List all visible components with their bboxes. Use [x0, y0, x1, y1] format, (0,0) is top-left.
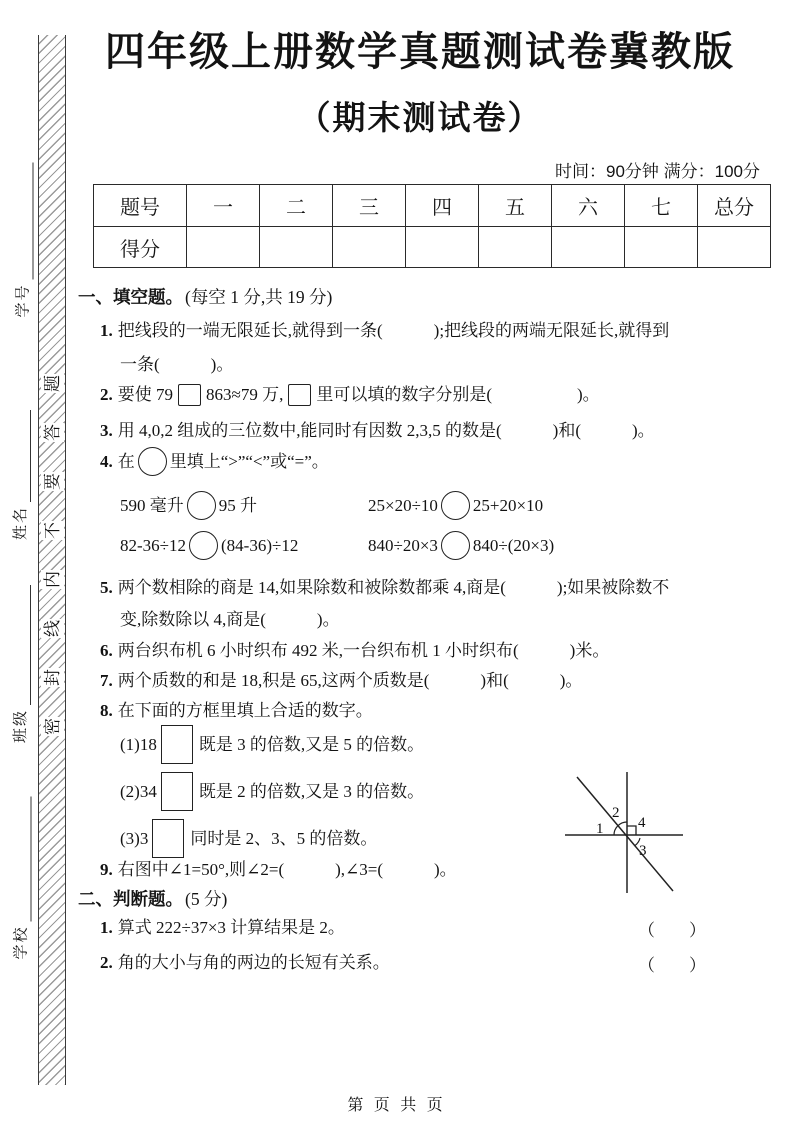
question-8-item-3 [120, 819, 377, 858]
question-text: 右图中∠1=50°,则∠2=( ),∠3=( )。 [117, 860, 457, 879]
tf-question-2 [100, 951, 390, 974]
question-number: 1. [100, 918, 113, 937]
question-text: 里填上“>”“<”或“=”。 [169, 452, 329, 471]
score-table-header-row [94, 185, 771, 227]
question-5-line-2 [120, 608, 340, 631]
section-1-title: 一、填空题。 [78, 287, 183, 307]
digit-box [178, 384, 201, 406]
question-3 [100, 419, 655, 442]
angle-label-1: 1 [596, 821, 604, 837]
question-text: 两台织布机 6 小时织布 492 米,一台织布机 1 小时织布( )米。 [117, 641, 610, 660]
margin-label-class [9, 585, 31, 743]
compare-expression-r2c1 [120, 531, 298, 560]
name-label: 姓名 [13, 505, 29, 540]
question-text: 863≈79 万, [206, 385, 284, 404]
question-text: 两个质数的和是 18,积是 65,这两个质数是( )和( )。 [117, 671, 583, 690]
school-label: 学校 [13, 925, 30, 960]
question-text: 角的大小与角的两边的长短有关系。 [117, 953, 390, 972]
compare-circle [138, 447, 167, 476]
question-2 [100, 383, 600, 406]
score-header-cell: 四 [406, 185, 479, 227]
question-text: 要使 79 [117, 385, 173, 404]
seal-char: 要 [43, 473, 62, 490]
seal-char: 密 [43, 718, 62, 735]
angle-label-2: 2 [612, 805, 620, 821]
score-cell-empty [479, 227, 552, 268]
section-2-title: 二、判断题。 [78, 889, 183, 909]
question-number: 1. [100, 321, 113, 340]
expression-left: 25×20÷10 [368, 496, 438, 515]
question-8-item-1 [120, 725, 424, 764]
question-1-line-1 [100, 319, 669, 342]
question-number: 6. [100, 641, 113, 660]
score-header-cell: 七 [625, 185, 698, 227]
score-cell-empty [333, 227, 406, 268]
class-fill-line [13, 585, 31, 705]
question-text: 算式 222÷37×3 计算结果是 2。 [117, 918, 345, 937]
name-fill-line [13, 410, 31, 502]
question-number: 2. [100, 385, 113, 404]
question-number: 4. [100, 452, 113, 471]
score-header-cell: 五 [479, 185, 552, 227]
compare-circle [441, 531, 470, 560]
seal-line-text [38, 372, 67, 738]
digit-box [152, 819, 184, 858]
compare-circle [187, 491, 216, 520]
expression-left: 82-36÷12 [120, 536, 186, 555]
seal-char: 不 [43, 522, 62, 539]
item-text: 既是 2 的倍数,又是 3 的倍数。 [198, 782, 425, 801]
diagonal-line [577, 777, 673, 891]
question-8-item-2 [120, 772, 424, 811]
question-9 [100, 858, 457, 881]
item-text: 同时是 2、3、5 的倍数。 [190, 829, 378, 848]
exam-time-score-meta: 时间：90分钟 满分：100分 [555, 162, 760, 181]
item-text: 既是 3 的倍数,又是 5 的倍数。 [198, 735, 425, 754]
angle-label-3: 3 [639, 843, 647, 859]
question-6 [100, 639, 609, 662]
score-header-cell: 二 [260, 185, 333, 227]
tf-answer-bracket-2: （ ） [638, 956, 706, 975]
question-8 [100, 699, 373, 722]
digit-box [161, 725, 193, 764]
question-text: 里可以填的数字分别是( )。 [316, 385, 600, 404]
question-text: 在 [117, 452, 135, 471]
margin-label-name [9, 410, 31, 540]
seal-char: 题 [43, 375, 62, 392]
page-footer: 第 页 共 页 [347, 1097, 446, 1114]
compare-expression-r2c2 [368, 531, 554, 560]
compare-expression-r1c1 [120, 491, 257, 520]
question-5-line-1 [100, 576, 669, 599]
question-text: 变,除数除以 4,商是( )。 [120, 610, 340, 629]
question-text: 用 4,0,2 组成的三位数中,能同时有因数 2,3,5 的数是( )和( )。 [117, 421, 655, 440]
item-text: (3)3 [120, 829, 149, 848]
angle-label-4: 4 [638, 815, 646, 831]
angle-diagram [558, 763, 698, 903]
question-text: 一条( )。 [120, 355, 234, 374]
compare-circle [189, 531, 218, 560]
question-number: 3. [100, 421, 113, 440]
item-text: (1)18 [120, 735, 157, 754]
section-1-header [78, 286, 332, 309]
class-label: 班级 [13, 708, 29, 743]
seal-char: 内 [43, 571, 62, 588]
question-text: 把线段的一端无限延长,就得到一条( );把线段的两端无限延长,就得到 [117, 321, 670, 340]
score-header-cell: 一 [187, 185, 260, 227]
score-header-cell: 三 [333, 185, 406, 227]
section-2-points: (5 分) [185, 889, 228, 909]
score-header-cell: 题号 [94, 185, 187, 227]
score-cell-empty [698, 227, 771, 268]
question-text: 两个数相除的商是 14,如果除数和被除数都乘 4,商是( );如果被除数不 [117, 578, 670, 597]
score-cell-empty [625, 227, 698, 268]
compare-expression-r1c2 [368, 491, 543, 520]
margin-label-student-id [12, 163, 34, 318]
question-number: 9. [100, 860, 113, 879]
score-cell-empty [187, 227, 260, 268]
page-title: 四年级上册数学真题测试卷冀教版 [105, 29, 735, 74]
expression-right: 95 升 [218, 496, 257, 515]
score-cell-empty [260, 227, 333, 268]
question-number: 8. [100, 701, 113, 720]
tf-answer-bracket-1: （ ） [638, 921, 706, 940]
expression-left: 590 毫升 [120, 496, 184, 515]
item-text: (2)34 [120, 782, 157, 801]
seal-char: 线 [43, 620, 62, 637]
tf-question-1 [100, 916, 345, 939]
section-1-points: (每空 1 分,共 19 分) [185, 287, 333, 307]
right-angle-mark [627, 826, 636, 835]
section-2-header [78, 888, 227, 911]
expression-left: 840÷20×3 [368, 536, 438, 555]
question-text: 在下面的方框里填上合适的数字。 [117, 701, 373, 720]
expression-right: 840÷(20×3) [472, 536, 555, 555]
score-cell-empty [552, 227, 625, 268]
margin-label-school [10, 797, 32, 960]
digit-box [161, 772, 193, 811]
digit-box [288, 384, 311, 406]
question-4 [100, 447, 329, 476]
compare-circle [441, 491, 470, 520]
question-7 [100, 669, 582, 692]
question-number: 2. [100, 953, 113, 972]
score-table [93, 184, 771, 268]
expression-right: 25+20×10 [472, 496, 544, 515]
question-number: 5. [100, 578, 113, 597]
student-id-label: 学号 [15, 283, 32, 318]
seal-char: 封 [43, 669, 62, 686]
score-header-cell: 总分 [698, 185, 771, 227]
page-subtitle: （期末测试卷） [297, 101, 543, 137]
school-fill-line [14, 797, 32, 922]
question-number: 7. [100, 671, 113, 690]
score-header-cell: 六 [552, 185, 625, 227]
score-cell-empty [406, 227, 479, 268]
score-table-score-row [94, 227, 771, 268]
student-id-fill-line [16, 163, 34, 280]
question-1-line-2 [120, 353, 233, 376]
seal-char: 答 [43, 424, 62, 441]
score-row-label: 得分 [94, 227, 187, 268]
expression-right: (84-36)÷12 [221, 536, 299, 555]
